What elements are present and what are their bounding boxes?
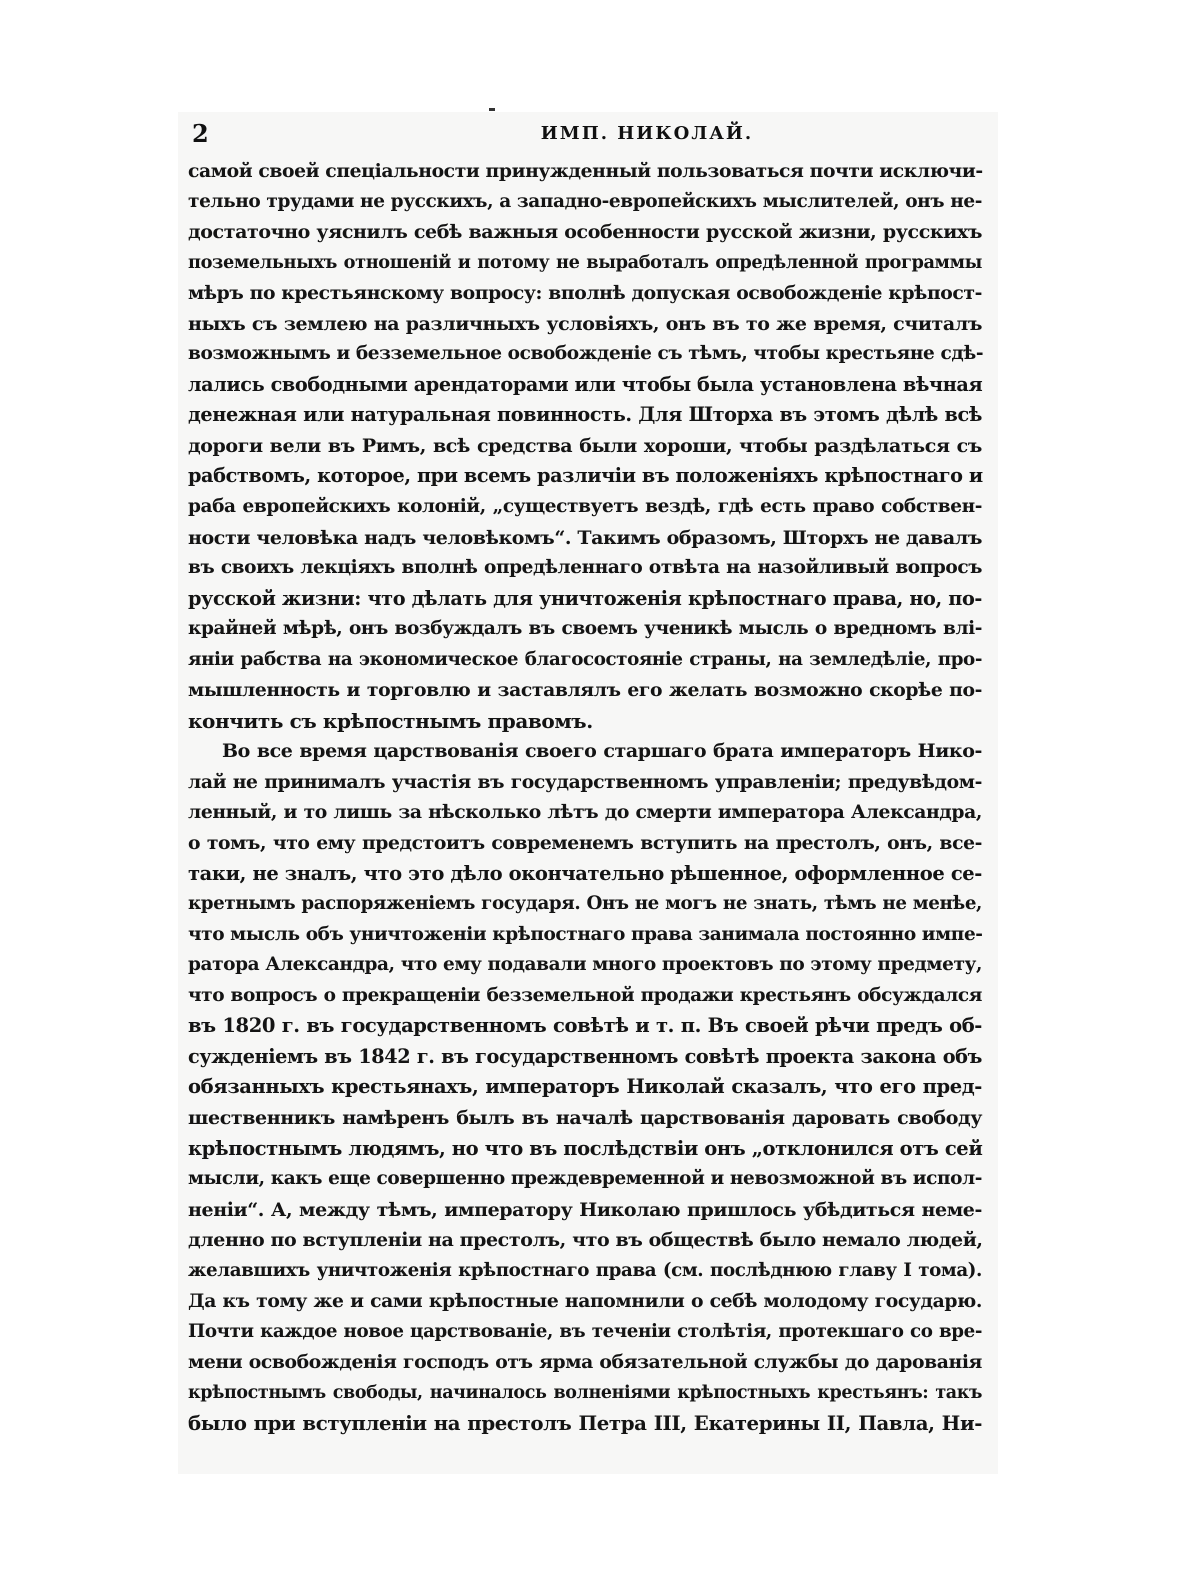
text-line: лались свободными арендаторами или чтобы была установлена вѣчная xyxy=(188,372,983,396)
print-mark xyxy=(489,108,495,111)
text-line: что вопросъ о прекращеніи безземельной продажи крестьянъ обсуждался xyxy=(188,984,982,1006)
text-line: раба европейскихъ колоній, „существуетъ вездѣ, гдѣ есть право собствен- xyxy=(188,496,982,518)
text-line: таки, не зналъ, что это дѣло окончательно рѣшенное, оформленное се- xyxy=(188,861,982,885)
text-line: дороги вели въ Римъ, всѣ средства были хороши, чтобы раздѣлаться съ xyxy=(188,434,982,457)
running-title: ИМП. НИКОЛАЙ. xyxy=(540,123,754,144)
text-line: кончить съ крѣпостнымъ правомъ. xyxy=(188,708,593,733)
paragraph-2 xyxy=(188,736,982,1439)
text-line: крѣпостнымъ свободы, начиналось волненіями крѣпостныхъ крестьянъ: такъ xyxy=(188,1382,982,1403)
text-line: Да къ тому же и сами крѣпостные напомнили о себѣ молодому государю. xyxy=(188,1290,982,1313)
text-line: русской жизни: что дѣлать для уничтоженія крѣпостнаго права, но, по- xyxy=(188,586,982,610)
text-line: въ 1820 г. въ государственномъ совѣтѣ и т. п. Въ своей рѣчи предъ об- xyxy=(188,1014,982,1038)
text-line: неніи“. А, между тѣмъ, императору Николаю пришлось убѣдиться неме- xyxy=(188,1198,982,1221)
text-line: Во все время царствованія своего старшаго брата императоръ Нико- xyxy=(222,740,982,763)
text-line: ратора Александра, что ему подавали много проектовъ по этому предмету, xyxy=(188,954,982,976)
text-line: мени освобожденія господъ отъ ярма обязательной службы до дарованія xyxy=(188,1351,982,1374)
body-text xyxy=(188,156,982,1439)
text-line: рабствомъ, которое, при всемъ различіи въ положеніяхъ крѣпостнаго и xyxy=(188,464,983,488)
text-line: что мысль объ уничтоженіи крѣпостнаго права занимала постоянно импе- xyxy=(188,923,983,945)
text-line: желавшихъ уничтоженія крѣпостнаго права (см. послѣднюю главу I тома). xyxy=(188,1259,982,1281)
text-line: сужденіемъ въ 1842 г. въ государственномъ совѣтѣ проекта закона объ xyxy=(188,1044,982,1068)
text-line: денежная или натуральная повинность. Для Шторха въ этомъ дѣлѣ всѣ xyxy=(188,403,982,427)
text-line: яніи рабства на экономическое благосостояніе страны, на земледѣліе, про- xyxy=(188,648,982,670)
text-line: ныхъ съ землею на различныхъ условіяхъ, онъ въ то же время, считалъ xyxy=(188,312,982,335)
text-line: самой своей спеціальности принужденный пользоваться почти исключи- xyxy=(188,160,983,182)
text-line: обязанныхъ крестьянахъ, императоръ Николай сказалъ, что его пред- xyxy=(188,1075,982,1099)
text-line: о томъ, что ему предстоитъ современемъ вступить на престолъ, онъ, все- xyxy=(188,832,982,855)
text-line: было при вступленіи на престолъ Петра III, Екатерины II, Павла, Ни- xyxy=(188,1411,982,1436)
text-line: мышленность и торговлю и заставлялъ его желать возможно скорѣе по- xyxy=(188,679,982,702)
text-line: достаточно уяснилъ себѣ важныя особенности русской жизни, русскихъ xyxy=(188,221,982,244)
page-header xyxy=(192,119,982,153)
text-line: лай не принималъ участія въ государственномъ управленіи; предувѣдом- xyxy=(188,770,982,793)
text-line: мысли, какъ еще совершенно преждевременной и невозможной въ испол- xyxy=(188,1168,982,1190)
text-line: въ своихъ лекціяхъ вполнѣ опредѣленнаго отвѣта на назойливый вопросъ xyxy=(188,557,982,579)
text-line: шественникъ намѣренъ былъ въ началѣ царствованія даровать свободу xyxy=(188,1106,982,1129)
text-line: дленно по вступленіи на престолъ, что въ обществѣ было немало людей, xyxy=(188,1229,983,1252)
text-line: мѣръ по крестьянскому вопросу: вполнѣ допуская освобожденіе крѣпост- xyxy=(188,282,982,305)
paragraph-1 xyxy=(188,156,982,736)
text-line: возможнымъ и безземельное освобожденіе съ тѣмъ, чтобы крестьяне сдѣ- xyxy=(188,343,984,365)
text-line: поземельныхъ отношеній и потому не выработалъ опредѣленной программы xyxy=(188,251,982,273)
page-number: 2 xyxy=(192,119,209,148)
text-line: крѣпостнымъ людямъ, но что въ послѣдствіи онъ „отклонился отъ сей xyxy=(188,1136,983,1160)
text-line: тельно трудами не русскихъ, а западно-европейскихъ мыслителей, онъ не- xyxy=(188,190,982,212)
text-line: Почти каждое новое царствованіе, въ теченіи столѣтія, протекшаго со вре- xyxy=(188,1320,982,1342)
text-line: крайней мѣрѣ, онъ возбуждалъ въ своемъ ученикѣ мысль о вредномъ влі- xyxy=(188,618,982,640)
text-line: кретнымъ распоряженіемъ государя. Онъ не могъ не знать, тѣмъ не менѣе, xyxy=(188,893,982,915)
text-line: ленный, и то лишь за нѣсколько лѣтъ до смерти императора Александра, xyxy=(188,801,982,824)
text-line: ности человѣка надъ человѣкомъ“. Такимъ образомъ, Шторхъ не давалъ xyxy=(188,526,982,549)
